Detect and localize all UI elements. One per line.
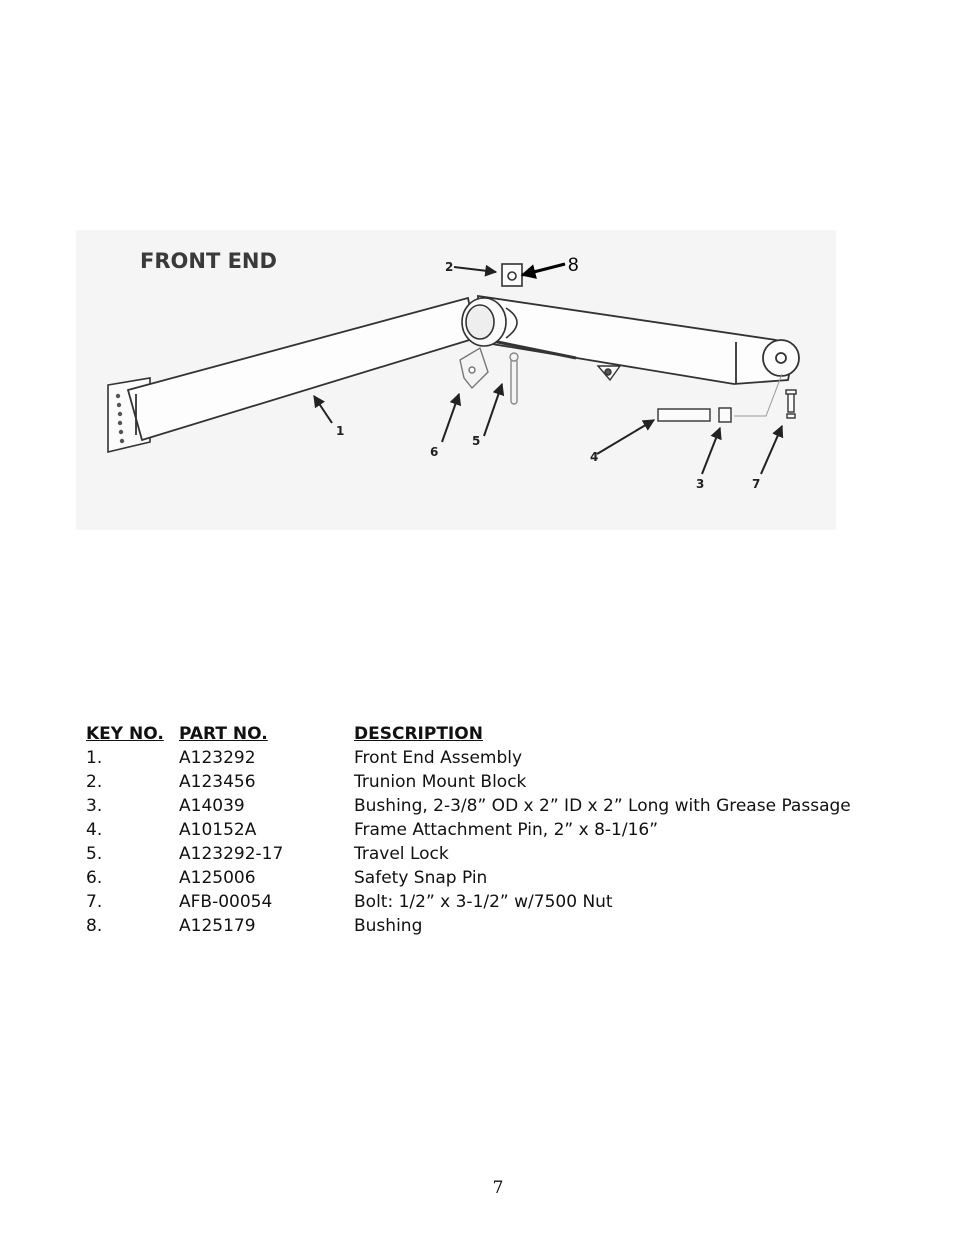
part-cell: A14039 — [179, 796, 245, 816]
part-cell: A10152A — [179, 820, 257, 840]
table-row — [86, 818, 851, 842]
bolt-part — [786, 390, 796, 418]
bushing-part — [719, 408, 731, 422]
callout-8: 8 — [568, 255, 579, 276]
parts-list-table — [86, 722, 851, 938]
safety-snap-pin-part — [460, 348, 488, 388]
figure-title: FRONT END — [140, 249, 277, 273]
key-cell: 5. — [86, 844, 103, 864]
key-cell: 7. — [86, 892, 103, 912]
callout-5: 5 — [472, 434, 481, 448]
header-description: DESCRIPTION — [354, 724, 483, 744]
table-row — [86, 770, 851, 794]
part-cell: A123456 — [179, 772, 256, 792]
key-cell: 8. — [86, 916, 103, 936]
frame-attachment-pin-part — [658, 409, 710, 421]
key-cell: 4. — [86, 820, 103, 840]
trunion-mount-block — [502, 264, 522, 286]
part-cell: A123292 — [179, 748, 256, 768]
part-cell: A123292-17 — [179, 844, 284, 864]
callout-1: 1 — [336, 424, 345, 438]
key-cell: 2. — [86, 772, 103, 792]
key-cell: 3. — [86, 796, 103, 816]
callout-2: 2 — [445, 260, 454, 274]
table-header-row — [86, 722, 851, 746]
table-row — [86, 890, 851, 914]
callout-6: 6 — [430, 445, 439, 459]
description-cell: Travel Lock — [354, 844, 449, 864]
table-row — [86, 746, 851, 770]
upper-arm — [478, 296, 799, 384]
description-cell: Bushing — [354, 916, 423, 936]
callout-7: 7 — [752, 477, 761, 491]
description-cell: Bolt: 1/2” x 3-1/2” w/7500 Nut — [354, 892, 613, 912]
page-number: 7 — [492, 1178, 504, 1198]
table-row — [86, 794, 851, 818]
part-cell: AFB-00054 — [179, 892, 273, 912]
part-cell: A125006 — [179, 868, 256, 888]
table-row — [86, 866, 851, 890]
key-cell: 1. — [86, 748, 103, 768]
table-row — [86, 842, 851, 866]
header-key-no: KEY NO. — [86, 724, 164, 744]
table-row — [86, 914, 851, 938]
description-cell: Safety Snap Pin — [354, 868, 488, 888]
description-cell: Trunion Mount Block — [354, 772, 527, 792]
description-cell: Frame Attachment Pin, 2” x 8-1/16” — [354, 820, 659, 840]
description-cell: Bushing, 2-3/8” OD x 2” ID x 2” Long with Grease Passage — [354, 796, 851, 816]
front-end-boom — [128, 298, 476, 440]
front-end-diagram — [76, 230, 836, 530]
description-cell: Front End Assembly — [354, 748, 523, 768]
callout-4: 4 — [590, 450, 599, 464]
travel-lock-part — [510, 353, 518, 404]
key-cell: 6. — [86, 868, 103, 888]
header-part-no: PART NO. — [179, 724, 268, 744]
part-cell: A125179 — [179, 916, 256, 936]
callout-3: 3 — [696, 477, 705, 491]
front-end-drawing — [76, 230, 836, 530]
lock-bracket — [598, 366, 620, 380]
